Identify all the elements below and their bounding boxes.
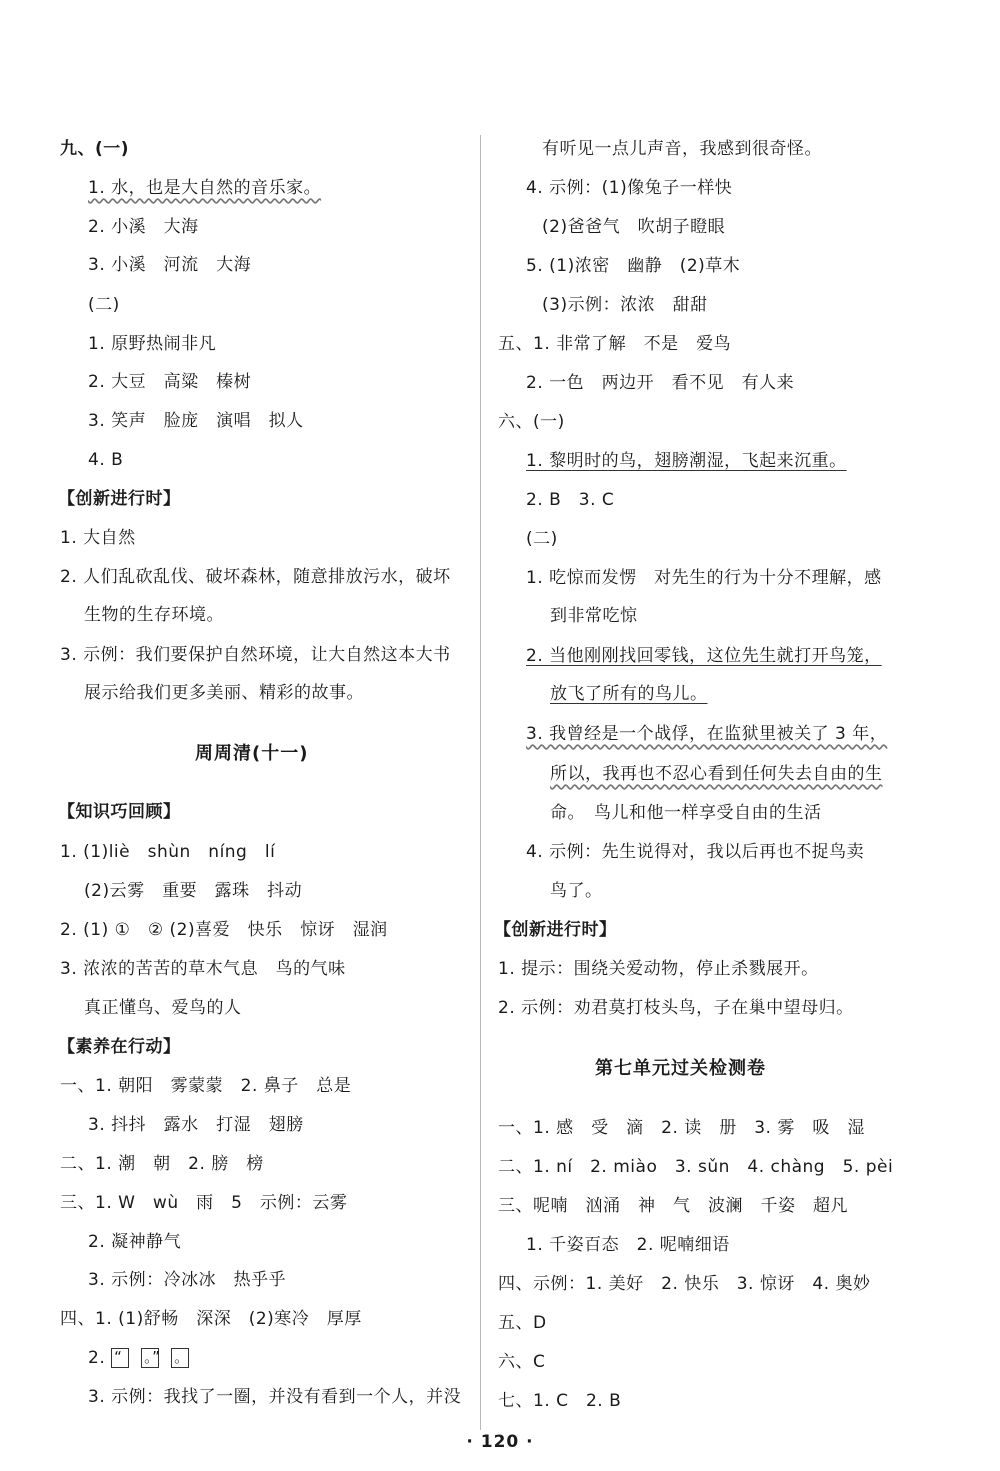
answer-line: 命。 鸟儿和他一样享受自由的生活 [550, 803, 822, 823]
answer-line: (2)云雾 重要 露珠 抖动 [84, 881, 303, 901]
answer-line: (2)爸爸气 吹胡子瞪眼 [542, 217, 726, 237]
answer-line: 2. 当他刚刚找回零钱，这位先生就打开鸟笼， [526, 646, 882, 666]
answer-line: 三、1. W wù 雨 5 示例：云雾 [60, 1193, 348, 1213]
answer-line: 到非常吃惊 [550, 606, 638, 626]
section-heading: 【创新进行时】 [58, 489, 181, 509]
answer-line: (3)示例：浓浓 甜甜 [542, 295, 708, 315]
answer-line: 4. 示例：(1)像兔子一样快 [526, 178, 733, 198]
answer-line: 展示给我们更多美丽、精彩的故事。 [84, 683, 364, 703]
subsection-heading: (二) [526, 529, 558, 549]
answer-line: 2. (1) ① ② (2)喜爱 快乐 惊讶 湿润 [60, 920, 388, 940]
answer-box: 。 [171, 1348, 189, 1368]
column-divider [480, 135, 481, 1430]
answer-line: 一、1. 朝阳 雾蒙蒙 2. 鼻子 总是 [60, 1076, 352, 1096]
unit-test-title: 第七单元过关检测卷 [595, 1058, 766, 1079]
answer-line: 3. 小溪 河流 大海 [88, 255, 252, 275]
answer-line: 鸟了。 [550, 881, 603, 901]
item-number: 2. [88, 1348, 106, 1368]
section-heading: 【创新进行时】 [494, 920, 617, 940]
answer-box: 。” [141, 1348, 159, 1368]
page-number: · 120 · [466, 1432, 534, 1452]
punctuation-answer-line [88, 1346, 201, 1370]
answer-line: 2. 示例：劝君莫打枝头鸟，子在巢中望母归。 [498, 998, 854, 1018]
section-heading: 六、(一) [498, 412, 565, 432]
answer-line: 五、1. 非常了解 不是 爱鸟 [498, 334, 732, 354]
answer-line: 3. 浓浓的苦苦的草木气息 鸟的气味 [60, 959, 346, 979]
answer-line: 有听见一点儿声音，我感到很奇怪。 [542, 139, 822, 159]
section-heading: 【知识巧回顾】 [58, 802, 181, 822]
answer-line: 1. 大自然 [60, 528, 136, 548]
answer-line: 2. 人们乱砍乱伐、破坏森林，随意排放污水，破坏 [60, 567, 451, 587]
answer-line: 1. 水，也是大自然的音乐家。 [88, 178, 322, 198]
section-heading: 【素养在行动】 [58, 1037, 181, 1057]
answer-line: 3. 抖抖 露水 打湿 翅膀 [88, 1115, 304, 1135]
answer-line: 六、C [498, 1352, 546, 1372]
answer-line: 七、1. C 2. B [498, 1391, 622, 1411]
answer-line: 2. 大豆 高粱 榛树 [88, 372, 252, 392]
answer-line: 真正懂鸟、爱鸟的人 [84, 998, 242, 1018]
answer-line: 3. 我曾经是一个战俘，在监狱里被关了 3 年， [526, 724, 888, 744]
answer-line: 5. (1)浓密 幽静 (2)草木 [526, 256, 741, 276]
answer-line: 五、D [498, 1313, 547, 1333]
answer-line: 2. 一色 两边开 看不见 有人来 [526, 373, 795, 393]
answer-line: 一、1. 感 受 滴 2. 读 册 3. 雾 吸 湿 [498, 1118, 865, 1138]
answer-line: 1. 提示：围绕关爱动物，停止杀戮展开。 [498, 959, 819, 979]
answer-line: 生物的生存环境。 [84, 605, 224, 625]
answer-line: 所以，我再也不忍心看到任何失去自由的生 [550, 764, 883, 784]
answer-line: 二、1. 潮 朝 2. 膀 榜 [60, 1154, 264, 1174]
answer-line: 三、呢喃 汹涌 神 气 波澜 千姿 超凡 [498, 1196, 848, 1216]
subsection-heading: (二) [88, 295, 120, 315]
section-heading: 九、(一) [60, 139, 130, 159]
answer-line: 3. 示例：我们要保护自然环境，让大自然这本大书 [60, 645, 451, 665]
answer-line: 2. 小溪 大海 [88, 217, 199, 237]
answer-line: 2. 凝神静气 [88, 1232, 182, 1252]
answer-line: 四、示例：1. 美好 2. 快乐 3. 惊讶 4. 奥妙 [498, 1274, 871, 1294]
answer-box: “ [111, 1348, 129, 1368]
answer-line: 2. B 3. C [526, 490, 615, 510]
answer-line: 3. 笑声 脸庞 演唱 拟人 [88, 411, 304, 431]
answer-line: 1. 吃惊而发愣 对先生的行为十分不理解，感 [526, 568, 882, 588]
answer-line: 二、1. ní 2. miào 3. sǔn 4. chàng 5. pèi [498, 1157, 894, 1177]
answer-line: 3. 示例：冷冰冰 热乎乎 [88, 1270, 287, 1290]
answer-line: 4. 示例：先生说得对，我以后再也不捉鸟卖 [526, 842, 865, 862]
answer-line: 1. (1)liè shùn níng lí [60, 842, 276, 862]
answer-line: 4. B [88, 450, 124, 470]
answer-line: 1. 黎明时的鸟，翅膀潮湿，飞起来沉重。 [526, 451, 847, 471]
answer-line: 1. 原野热闹非凡 [88, 334, 217, 354]
answer-line: 放飞了所有的鸟儿。 [550, 684, 708, 704]
answer-line: 3. 示例：我找了一圈，并没有看到一个人，并没 [88, 1387, 462, 1407]
page-title: 周周清(十一) [195, 743, 309, 764]
answer-line: 四、1. (1)舒畅 深深 (2)寒冷 厚厚 [60, 1309, 362, 1329]
answer-line: 1. 千姿百态 2. 呢喃细语 [526, 1235, 730, 1255]
